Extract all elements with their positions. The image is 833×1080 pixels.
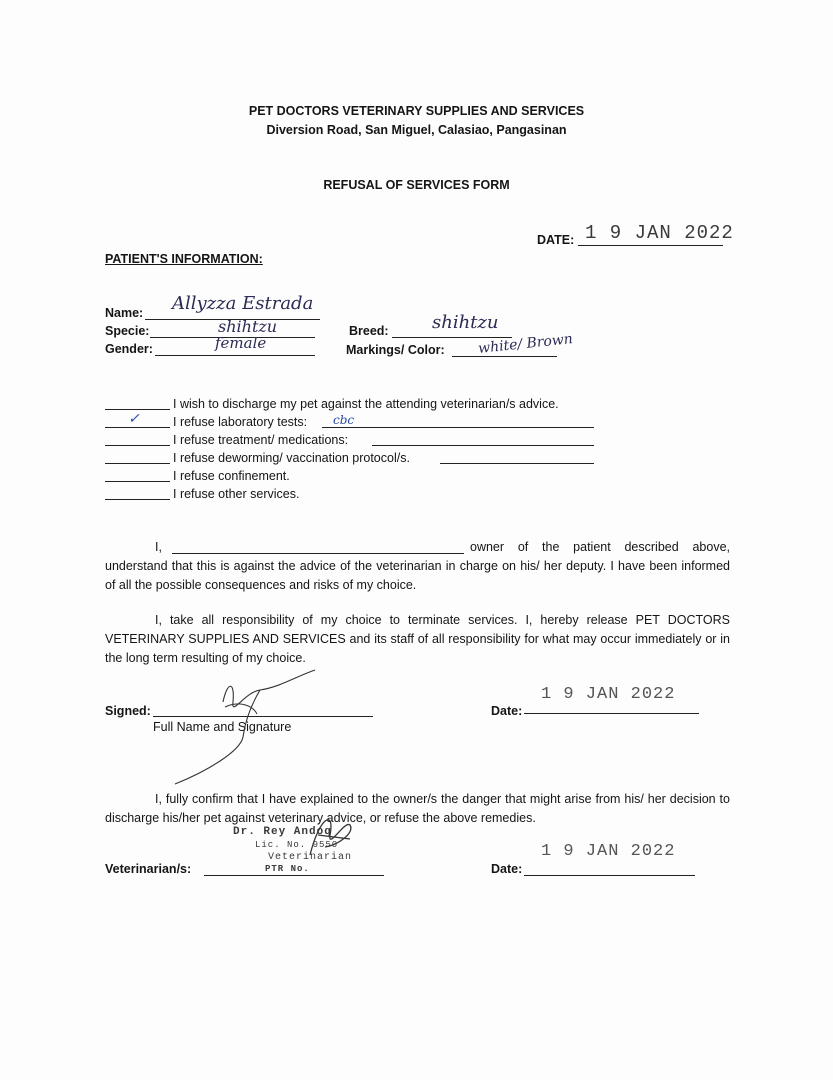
option-text-4: I refuse deworming/ vaccination protocol/s.	[173, 451, 410, 465]
paragraph1-tail: owner of the patient described above,	[470, 540, 730, 554]
vet-date-stamp: 1 9 JAN 2022	[541, 842, 676, 861]
paragraph1-lead: I,	[155, 540, 162, 554]
breed-line	[392, 337, 512, 338]
option-detail-line-4[interactable]	[440, 463, 594, 464]
option-blank-1[interactable]	[105, 409, 170, 410]
paragraph3: I, fully confirm that I have explained to the owner/s the danger that might arise from his/ her decision to discharge his/her pet against veterinary advice, or refuse the above remedies.	[105, 792, 730, 825]
markings-value[interactable]: white/ Brown	[477, 331, 574, 357]
vet-date-label: Date:	[491, 862, 523, 876]
signed-date-label: Date:	[491, 704, 523, 718]
specie-value[interactable]: shihtzu	[218, 317, 278, 336]
gender-value[interactable]: female	[215, 334, 267, 352]
name-value[interactable]: Allyzza Estrada	[172, 293, 314, 314]
date-label: DATE:	[537, 233, 575, 247]
option-text-1: I wish to discharge my pet against the attending veterinarian/s advice.	[173, 397, 559, 411]
signed-date-stamp: 1 9 JAN 2022	[541, 685, 676, 704]
vet-stamp-ptr: PTR No.	[265, 864, 310, 874]
option-blank-5[interactable]	[105, 481, 170, 482]
vet-signature-icon	[290, 805, 380, 865]
option-text-3: I refuse treatment/ medications:	[173, 433, 349, 447]
option-text-2: I refuse laboratory tests:	[173, 415, 308, 429]
markings-label: Markings/ Color:	[346, 343, 445, 357]
veterinarian-label: Veterinarian/s:	[105, 862, 192, 876]
date-line	[578, 245, 723, 246]
owner-name-line[interactable]	[172, 553, 464, 554]
name-label: Name:	[105, 306, 144, 320]
breed-label: Breed:	[349, 324, 389, 338]
gender-line	[155, 355, 315, 356]
company-address: Diversion Road, San Miguel, Calasiao, Pangasinan	[266, 123, 567, 137]
option-text-6: I refuse other services.	[173, 487, 300, 501]
gender-label: Gender:	[105, 342, 153, 356]
vet-stamp-title: Veterinarian	[268, 852, 353, 863]
signed-label: Signed:	[105, 704, 151, 718]
option-detail-2: cbc	[333, 413, 355, 427]
paragraph2: I, take all responsibility of my choice to terminate services. I, hereby release PET DOCTORS VETERINARY SUPPLIES AND SERVICES and its staff of all responsibility for what may occur immediately or in the long term resulting of my choice.	[105, 613, 730, 665]
owner-signature-icon	[165, 662, 335, 792]
form-title: REFUSAL OF SERVICES FORM	[323, 178, 510, 192]
option-blank-6[interactable]	[105, 499, 170, 500]
paragraph1-body: understand that this is against the advice of the veterinarian in charge on his/ her deputy. I have been informed of all the possible consequences and risks of my choice.	[105, 559, 730, 592]
signed-date-line[interactable]	[524, 713, 699, 714]
option-blank-2[interactable]	[105, 427, 170, 428]
full-name-signature-label: Full Name and Signature	[153, 720, 292, 734]
breed-value[interactable]: shihtzu	[432, 312, 499, 333]
veterinarian-line[interactable]	[204, 875, 384, 876]
vet-date-line[interactable]	[524, 875, 695, 876]
option-blank-3[interactable]	[105, 445, 170, 446]
specie-label: Specie:	[105, 324, 150, 338]
markings-line	[452, 356, 557, 357]
option-blank-4[interactable]	[105, 463, 170, 464]
option-detail-line-2[interactable]	[322, 427, 594, 428]
option-text-5: I refuse confinement.	[173, 469, 290, 483]
option-mark-2: ✓	[128, 411, 140, 427]
company-name: PET DOCTORS VETERINARY SUPPLIES AND SERVICES	[248, 104, 585, 118]
vet-stamp-license: Lic. No. 9550	[255, 840, 339, 850]
patient-info-heading: PATIENT'S INFORMATION:	[105, 252, 263, 266]
option-detail-line-3[interactable]	[372, 445, 594, 446]
vet-stamp-name: Dr. Rey Andoq	[233, 826, 332, 838]
date-stamp: 1 9 JAN 2022	[585, 222, 734, 244]
